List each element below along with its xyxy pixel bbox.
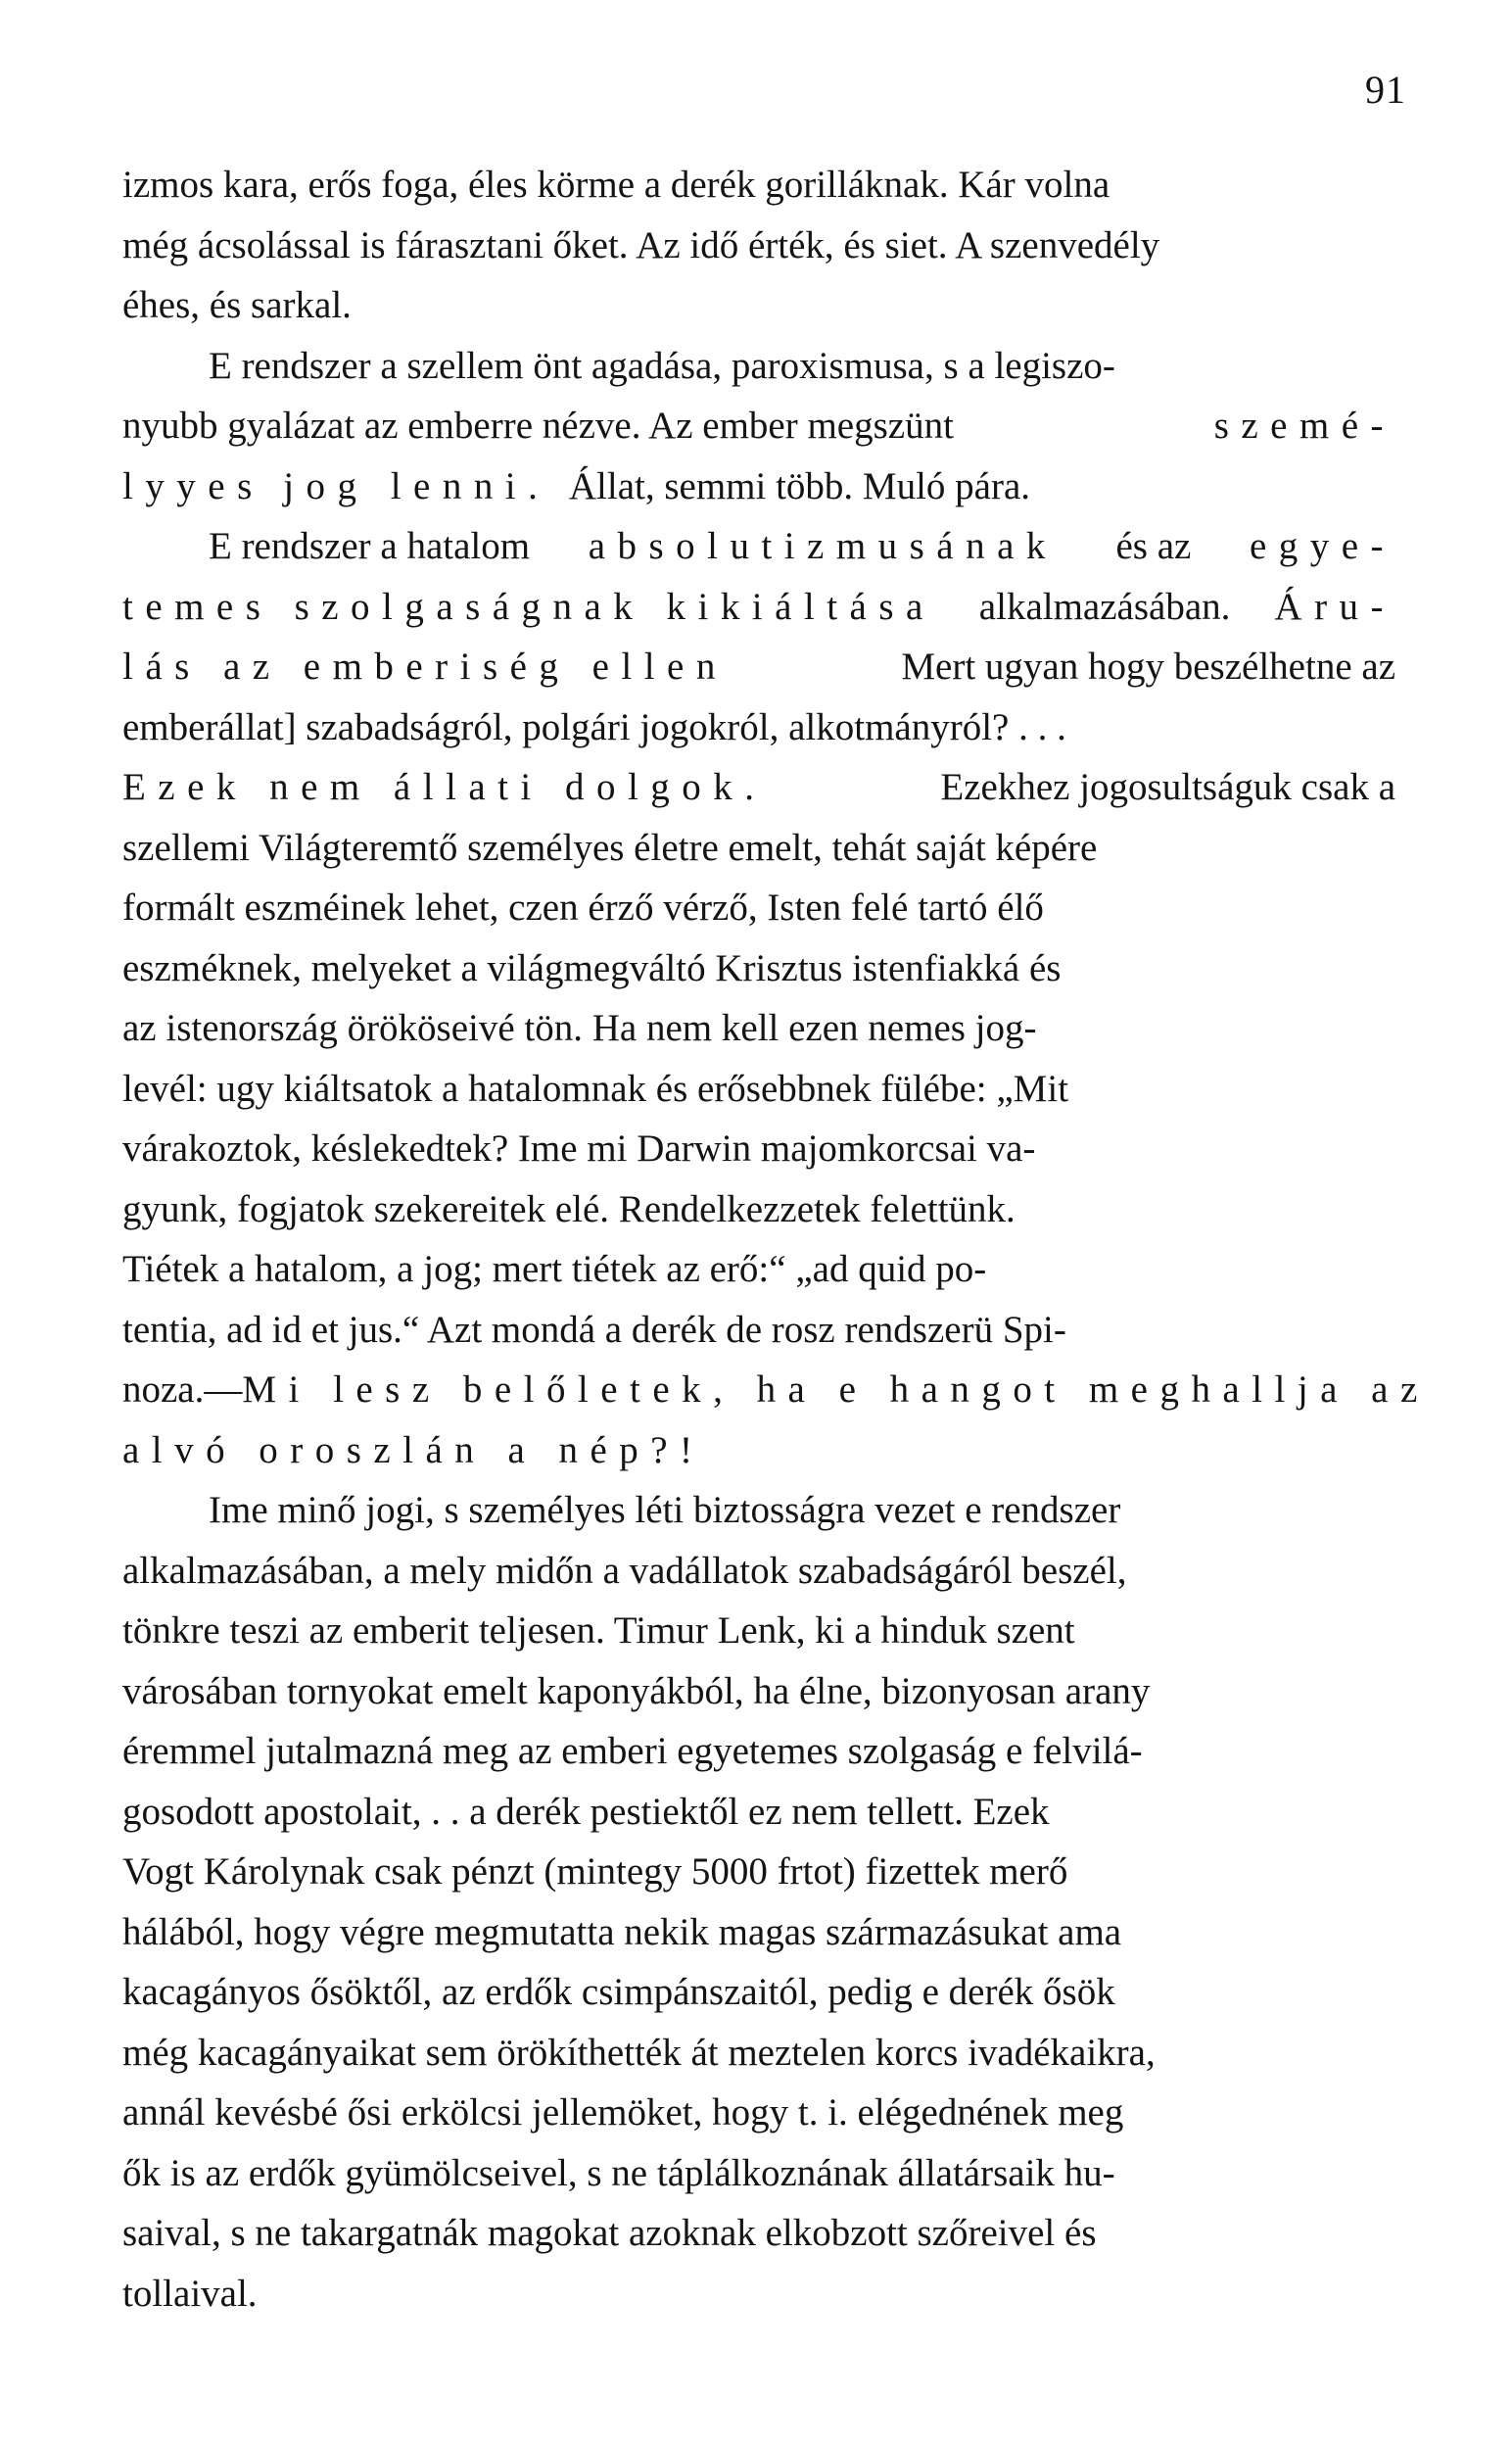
text-line xyxy=(122,336,1395,397)
text-line xyxy=(122,1480,1395,1541)
text-line xyxy=(122,577,1395,638)
text-line xyxy=(122,456,1395,517)
text-line xyxy=(122,938,1395,999)
text-segment: hálából, hogy végre megmutatta nekik magas származásukat ama xyxy=(122,1910,1122,1953)
text-line xyxy=(122,516,1395,577)
text-segment: gosodott apostolait, . . a derék pestiektől ez nem tellett. Ezek xyxy=(122,1790,1050,1833)
text-segment: tönkre teszi az emberit teljesen. Timur Lenk, ki a hinduk szent xyxy=(122,1609,1075,1652)
text-segment: tollaival. xyxy=(122,2272,258,2315)
text-line xyxy=(122,2203,1395,2264)
text-segment: E rendszer a szellem önt agadása, paroxismusa, s a legiszo- xyxy=(209,344,1115,387)
text-segment: annál kevésbé ősi erkölcsi jellemöket, hogy t. i. elégednének meg xyxy=(122,2091,1124,2134)
spaced-text-segment: jog lenni. xyxy=(283,464,550,507)
text-segment: városában tornyokat emelt kaponyákból, ha élne, bizonyosan arany xyxy=(122,1669,1151,1712)
text-line xyxy=(122,275,1395,336)
text-line xyxy=(122,1962,1395,2023)
spaced-text-segment: lás az emberiség ellen xyxy=(122,646,728,688)
text-line xyxy=(122,818,1395,879)
spaced-text-segment: egye- xyxy=(1249,525,1395,567)
spaced-text-segment: yes xyxy=(176,464,264,507)
text-segment: szellemi Világteremtő személyes életre emelt, tehát saját képére xyxy=(122,826,1098,869)
paragraph-3 xyxy=(122,516,1430,1480)
paragraph-2 xyxy=(122,336,1395,517)
text-segment: E rendszer a hatalom xyxy=(209,525,531,567)
text-line xyxy=(122,1601,1395,1661)
text-line xyxy=(122,2023,1395,2084)
text-line xyxy=(122,878,1395,938)
text-line xyxy=(122,1179,1395,1240)
text-segment: Mert ugyan hogy beszélhetne az xyxy=(901,646,1395,688)
text-line xyxy=(122,1360,1430,1420)
text-segment: Vogt Károlynak csak pénzt (mintegy 5000 frtot) fizettek merő xyxy=(122,1850,1068,1893)
spaced-text-segment: absolutizmusának xyxy=(588,525,1058,567)
text-segment: éhes, és sarkal. xyxy=(122,284,352,326)
text-segment: alkalmazásában, a mely midőn a vadállatok szabadságáról beszél, xyxy=(122,1549,1127,1592)
text-line xyxy=(122,1721,1395,1782)
page-number: 91 xyxy=(1365,68,1406,112)
text-line xyxy=(122,2083,1395,2143)
text-line xyxy=(122,1300,1395,1361)
spaced-text-segment: Áru- xyxy=(1274,585,1395,628)
text-segment: ők is az erdők gyümölcseivel, s ne táplálkoznának állatársaik hu- xyxy=(122,2151,1115,2194)
text-segment: formált eszméinek lehet, czen érző vérző, Isten felé tartó élő xyxy=(122,887,1044,929)
text-line xyxy=(122,1239,1395,1300)
text-segment: noza.— xyxy=(122,1368,243,1411)
text-line xyxy=(122,998,1395,1059)
paragraph-4 xyxy=(122,1480,1395,2324)
text-segment: az istenország örököseivé tön. Ha nem kell ezen nemes jog- xyxy=(122,1007,1037,1049)
text-segment: és az xyxy=(1115,525,1192,567)
text-segment: Tiétek a hatalom, a jog; mert tiétek az erő:“ „ad quid po- xyxy=(122,1248,987,1290)
text-line xyxy=(122,155,1395,216)
text-segment: nyubb gyalázat az emberre nézve. Az ember megszünt xyxy=(122,405,954,447)
text-segment: emberállat] szabadságról, polgári jogokról, alkotmányról? . . . xyxy=(122,705,1066,748)
text-line xyxy=(122,1119,1395,1179)
text-line xyxy=(122,1661,1395,1722)
text-segment: eszméknek, melyeket a világmegváltó Krisztus istenfiakká és xyxy=(122,946,1062,989)
text-segment: saival, s ne takargatnák magokat azoknak elkobzott szőreivel és xyxy=(122,2212,1097,2254)
text-segment: gyunk, fogjatok szekereitek elé. Rendelkezzetek felettünk. xyxy=(122,1187,1016,1230)
paragraph-1 xyxy=(122,155,1395,336)
page-body xyxy=(122,155,1430,2324)
text-segment: Állat, semmi több. Muló pára. xyxy=(568,464,1031,507)
spaced-text-segment: Ezek nem állati dolgok. xyxy=(122,766,767,808)
text-segment: várakoztok, késlekedtek? Ime mi Darwin majomkorcsai va- xyxy=(122,1127,1036,1170)
spaced-text-segment: ly xyxy=(122,464,177,507)
spaced-text-segment: Mi lesz belőletek, ha e hangot meghallja az xyxy=(242,1368,1430,1411)
text-segment: izmos kara, erős foga, éles körme a derék gorilláknak. Kár volna xyxy=(122,164,1110,206)
text-line xyxy=(122,697,1395,758)
text-line xyxy=(122,1842,1395,1902)
text-segment: éremmel jutalmazná meg az emberi egyetemes szolgaság e felvilá- xyxy=(122,1730,1143,1772)
text-line xyxy=(122,757,1395,818)
text-segment: alkalmazásában. xyxy=(978,585,1231,628)
text-line xyxy=(122,1059,1395,1120)
spaced-text-segment: alvó oroszlán a nép?! xyxy=(122,1428,705,1471)
text-line xyxy=(122,216,1395,276)
text-segment: Ezekhez jogosultságuk csak a xyxy=(940,766,1395,808)
text-segment: levél: ugy kiáltsatok a hatalomnak és erősebbnek fülébe: „Mit xyxy=(122,1067,1069,1110)
text-line xyxy=(122,1420,1395,1481)
text-line xyxy=(122,637,1395,697)
text-segment: még kacagányaikat sem örökíthették át meztelen korcs ivadékaikra, xyxy=(122,2031,1156,2074)
text-line xyxy=(122,2264,1395,2325)
text-segment: Ime minő jogi, s személyes léti biztosságra vezet e rendszer xyxy=(209,1489,1121,1531)
text-line xyxy=(122,396,1395,456)
spaced-text-segment: szemé- xyxy=(1213,405,1395,447)
text-segment: tentia, ad id et jus.“ Azt mondá a derék de rosz rendszerü Spi- xyxy=(122,1308,1066,1351)
text-segment: kacagányos ősöktől, az erdők csimpánszaitól, pedig e derék ősök xyxy=(122,1971,1115,2013)
text-line xyxy=(122,1782,1395,1843)
text-line xyxy=(122,2143,1395,2204)
text-segment: még ácsolással is fárasztani őket. Az idő érték, és siet. A szenvedély xyxy=(122,223,1160,266)
text-line xyxy=(122,1902,1395,1963)
text-line xyxy=(122,1541,1395,1602)
spaced-text-segment: temes szolgaságnak kikiáltása xyxy=(122,585,935,628)
